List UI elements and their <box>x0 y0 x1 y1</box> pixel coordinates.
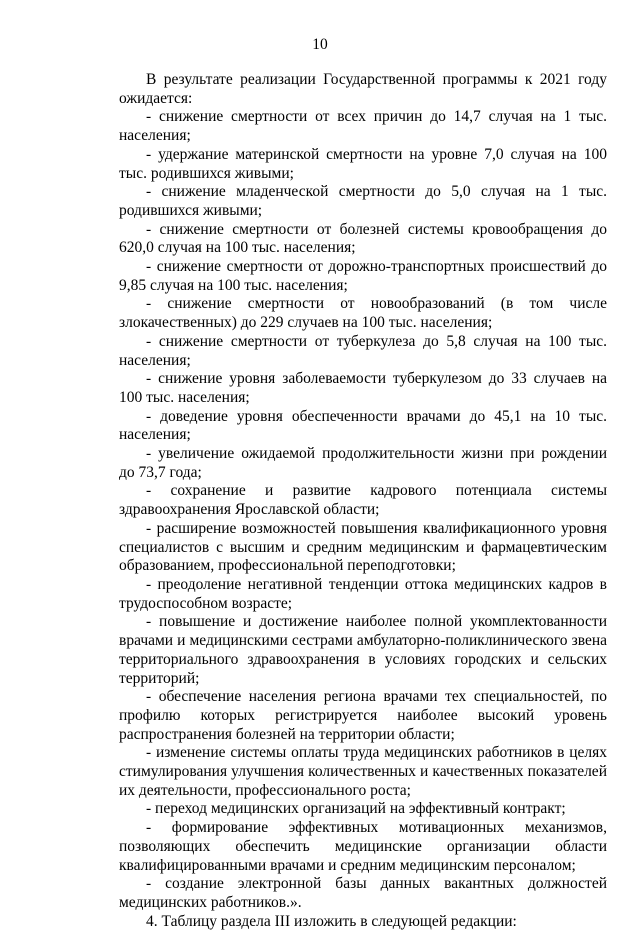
paragraph-item: - переход медицинских организаций на эффективный контракт; <box>146 800 566 818</box>
paragraph-item: - обеспечение населения региона врачами тех специальностей, по профилю которых регистрируется наиболее высокий уровень распространения болезней на территории области; <box>119 688 607 743</box>
paragraph-intro: В результате реализации Государственной программы к 2021 году ожидается: <box>119 71 607 107</box>
paragraph-item: - снижение смертности от новообразований (в том числе злокачественных) до 229 случаев на 100 тыс. населения; <box>119 295 607 332</box>
paragraph-amendment: 4. Таблицу раздела III изложить в следующей редакции: <box>146 912 517 930</box>
paragraph-item: - создание электронной базы данных вакантных должностей медицинских работников.». <box>119 875 607 911</box>
paragraph-item: - удержание материнской смертности на уровне 7,0 случая на 100 тыс. родившихся живыми; <box>119 145 607 182</box>
paragraph-item: - снижение уровня заболеваемости туберкулезом до 33 случаев на 100 тыс. населения; <box>119 370 607 406</box>
paragraph-item: - сохранение и развитие кадрового потенциала системы здравоохранения Ярославской области; <box>119 482 607 519</box>
paragraph-item: - снижение смертности от болезней системы кровообращения до 620,0 случая на 100 тыс. населения; <box>119 220 607 257</box>
paragraph-item: - формирование эффективных мотивационных механизмов, позволяющих обеспечить медицинские организации области квалифицированными врачами и средним медицинским персоналом; <box>119 819 607 874</box>
paragraph-item: - увеличение ожидаемой продолжительности жизни при рождении до 73,7 года; <box>119 445 607 481</box>
paragraph-item: - изменение системы оплаты труда медицинских работников в целях стимулирования улучшения количественных и качественных показателей их деятельности, профессионального роста; <box>119 744 607 799</box>
paragraph-item: - преодоление негативной тенденции оттока медицинских кадров в трудоспособном возрасте; <box>119 575 607 612</box>
paragraph-item: - снижение смертности от всех причин до 14,7 случая на 1 тыс. населения; <box>119 108 607 145</box>
document-body <box>119 71 607 931</box>
page-number: 10 <box>312 36 328 53</box>
paragraph-item: - доведение уровня обеспеченности врачами до 45,1 на 10 тыс. населения; <box>119 407 607 444</box>
paragraph-item: - расширение возможностей повышения квалификационного уровня специалистов с высшим и средним медицинским и фармацевтическим образованием, профессиональной переподготовки; <box>119 519 607 575</box>
paragraph-item: - снижение смертности от дорожно-транспортных происшествий до 9,85 случая на 100 тыс. населения; <box>119 258 607 294</box>
paragraph-item: - повышение и достижение наиболее полной укомплектованности врачами и медицинскими сестрами амбулаторно-поликлинического звена территориального здравоохранения в условиях городских и сельских территорий; <box>119 613 607 687</box>
paragraph-item: - снижение младенческой смертности до 5,0 случая на 1 тыс. родившихся живыми; <box>119 183 607 219</box>
paragraph-item: - снижение смертности от туберкулеза до 5,8 случая на 100 тыс. населения; <box>119 332 607 369</box>
